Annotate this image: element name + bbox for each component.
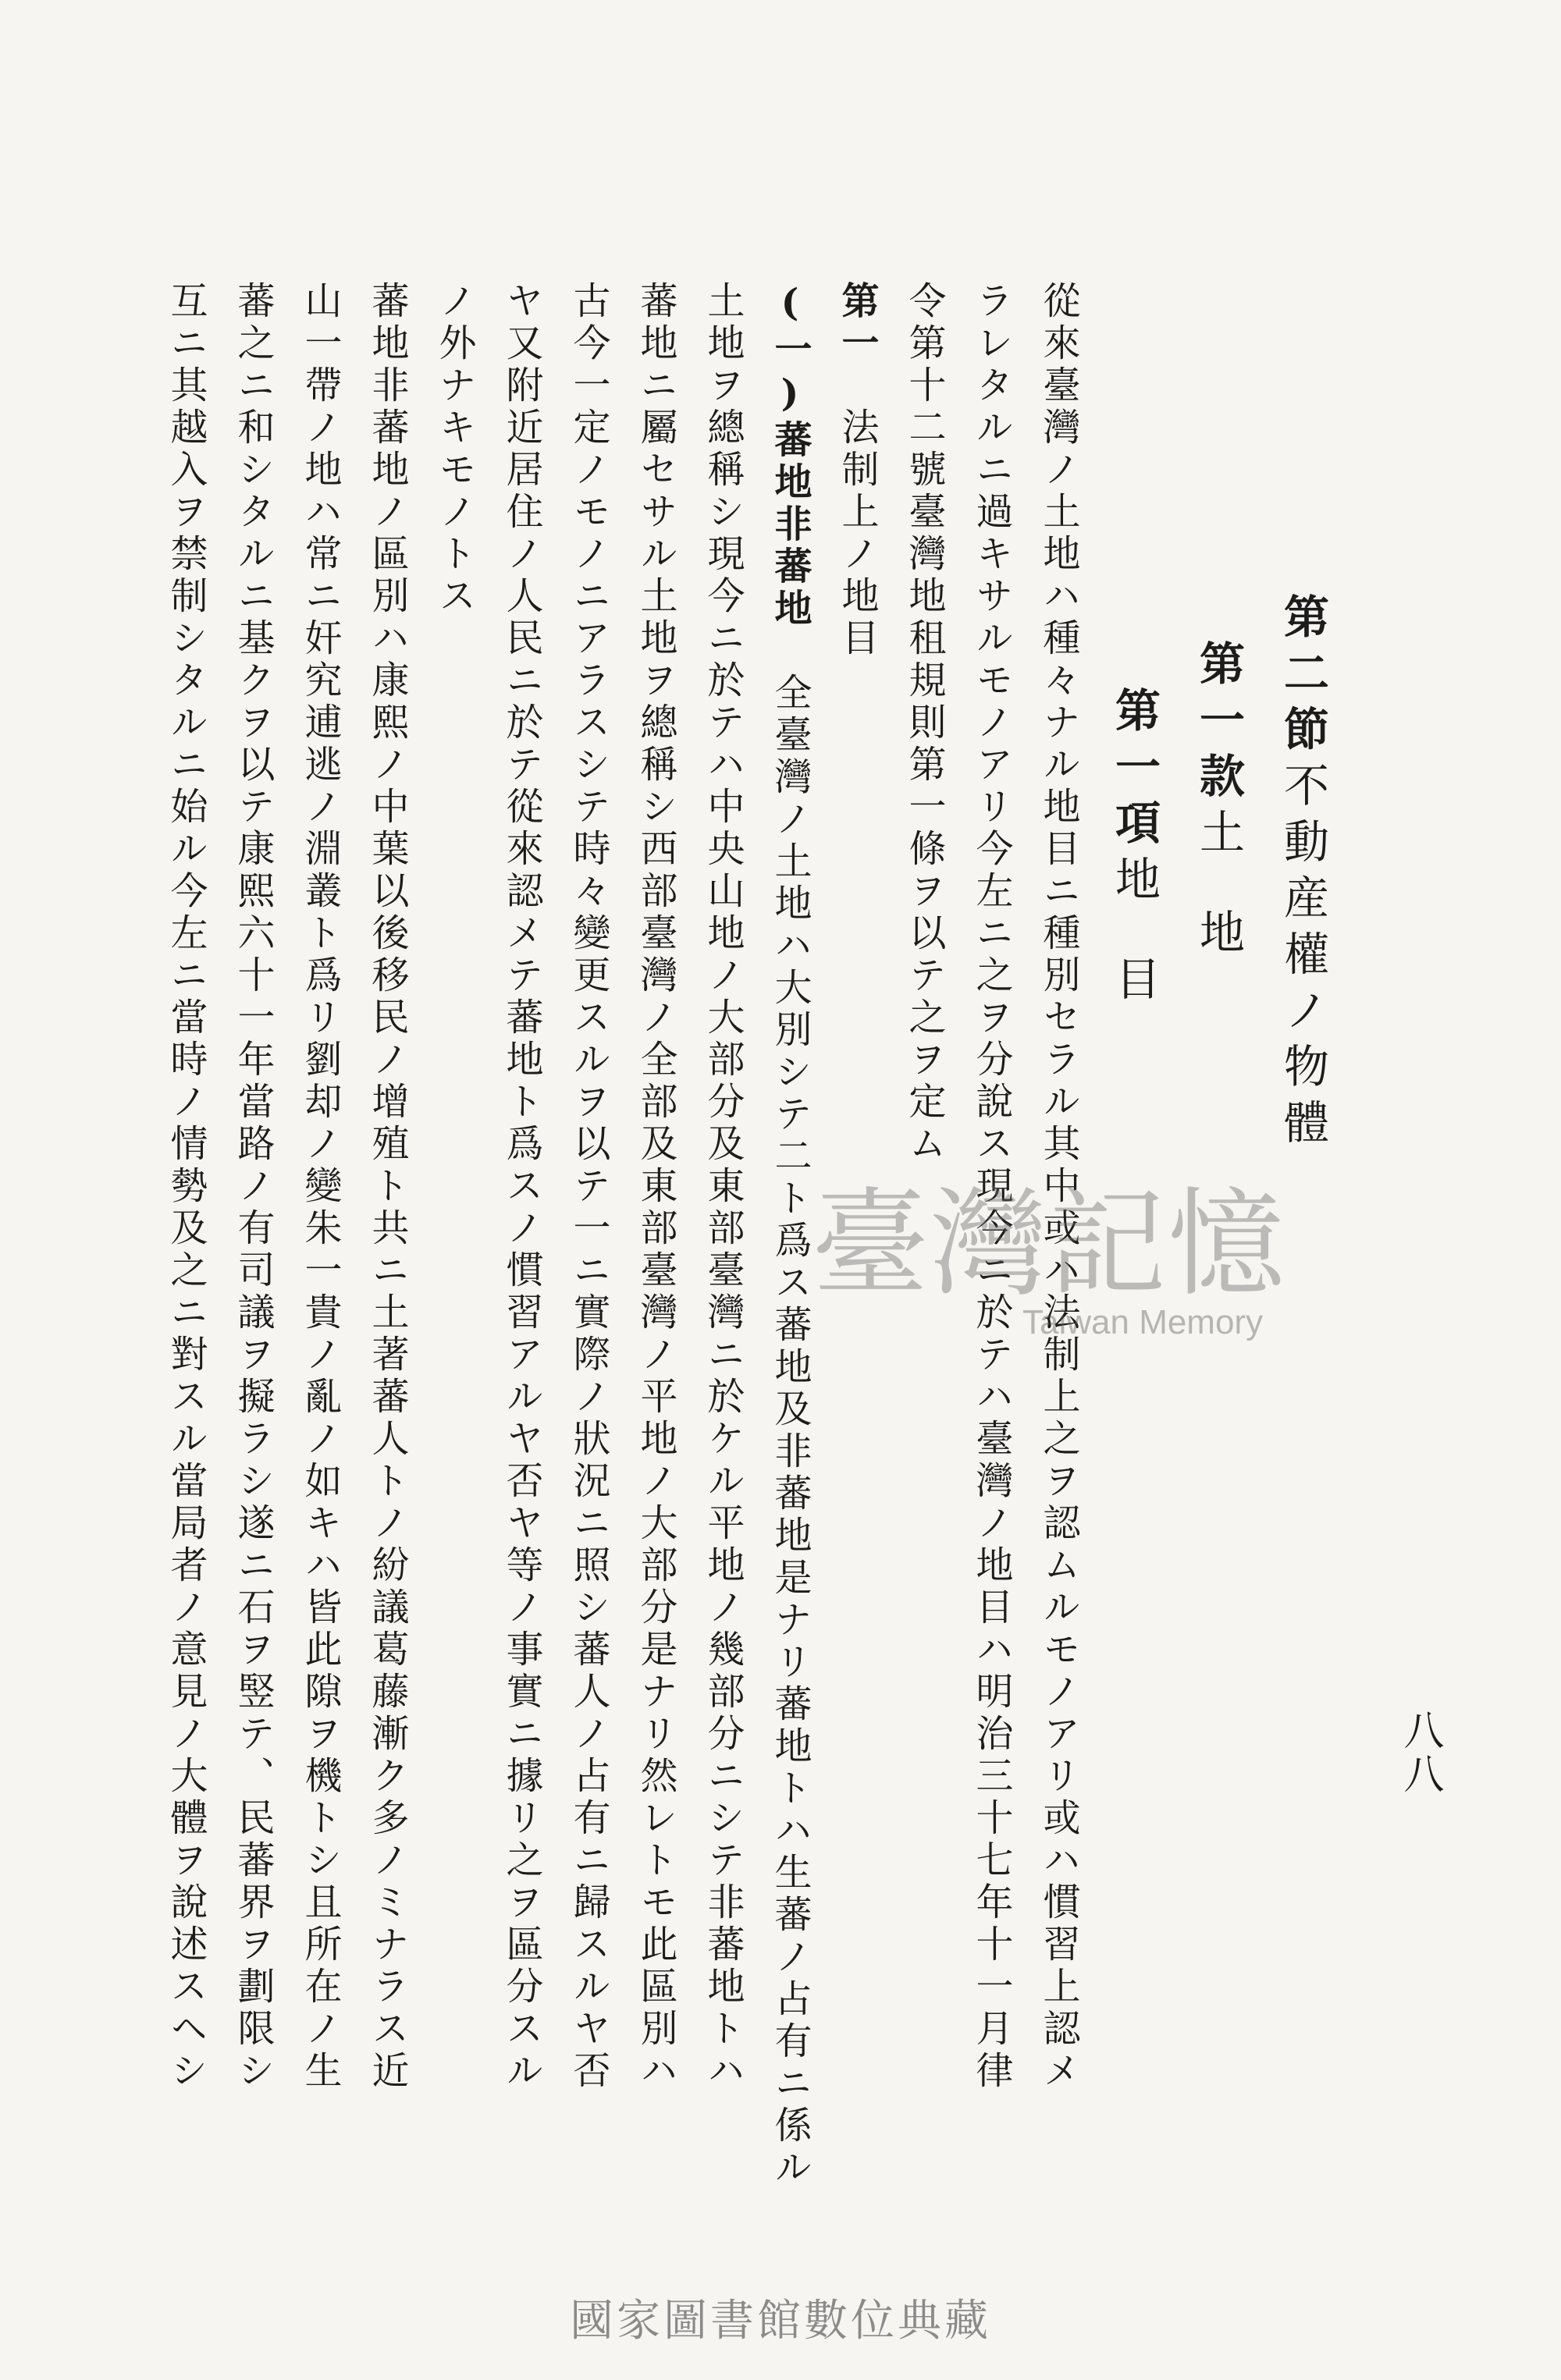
subheading-lead: 第一 bbox=[835, 281, 879, 365]
text-column-7: 蕃地ニ屬セサル土地ヲ總稱シ西部臺灣ノ全部及東部臺灣ノ平地ノ大部分是ナリ然レトモ此區別ハ bbox=[634, 281, 677, 2093]
text-column-9: ヤ又附近居住ノ人民ニ於テ從來認メテ蕃地ト爲スノ慣習アルヤ否ヤ等ノ事實ニ據リ之ヲ區分スル bbox=[500, 281, 543, 2093]
item-heading bbox=[1108, 687, 1161, 1055]
text-column-14: 互ニ其越入ヲ禁制シタルニ始ル今左ニ當時ノ情勢及之ニ對スル當局者ノ意見ノ大體ヲ說述スヘシ bbox=[164, 281, 208, 2093]
article-title: 土地 bbox=[1192, 808, 1245, 1008]
section-title: 不動産權ノ物體 bbox=[1276, 762, 1329, 1155]
text-column-6: 土地ヲ總稱シ現今ニ於テハ中央山地ノ大部分及東部臺灣ニ於ケル平地ノ幾部分ニシテ非蕃地トハ bbox=[701, 281, 745, 2093]
text-column-8: 古今一定ノモノニアラスシテ時々變更スルヲ以テ一ニ實際ノ狀況ニ照シ蕃人ノ占有ニ歸スルヤ否 bbox=[567, 281, 610, 2093]
text-column-13: 蕃之ニ和シタルニ基クヲ以テ康熙六十一年當路ノ有司議ヲ擬ラシ遂ニ石ヲ竪テ、民蕃界ヲ劃限シ bbox=[231, 281, 275, 2093]
article-heading bbox=[1192, 640, 1245, 1008]
watermark-chinese: 臺灣記憶 bbox=[812, 1177, 1287, 1313]
subheading-text: 全臺灣ノ土地ハ大別シテ二ト爲ス蕃地及非蕃地是ナリ蕃地トハ生蕃ノ占有ニ係ル bbox=[768, 631, 812, 2190]
text-column-10: ノ外ナキモノトス bbox=[432, 281, 476, 618]
section-heading bbox=[1276, 593, 1329, 1155]
article-label: 第一款 bbox=[1192, 640, 1245, 808]
page-number: 八八 bbox=[1396, 1709, 1443, 1796]
subheading-lead: (一)蕃地非蕃地 bbox=[768, 281, 812, 631]
footer-library-credit: 國家圖書館數位典藏 bbox=[570, 2296, 991, 2346]
text-column-4 bbox=[835, 281, 879, 660]
subheading-text: 法制上ノ地目 bbox=[835, 365, 879, 660]
watermark-english: Taiwan Memory bbox=[1022, 1303, 1264, 1341]
text-column-12: 山一帶ノ地ハ常ニ奸究逋逃ノ淵叢ト爲リ劉却ノ變朱一貴ノ亂ノ如キハ皆此隙ヲ機トシ且所在ノ生 bbox=[298, 281, 342, 2093]
text-column-3: 令第十二號臺灣地租規則第一條ヲ以テ之ヲ定ム bbox=[902, 281, 946, 1166]
section-label: 第二節 bbox=[1276, 593, 1329, 762]
text-column-5 bbox=[768, 281, 812, 2190]
text-column-2: ラレタルニ過キサルモノアリ今左ニ之ヲ分說ス現今ニ於テハ臺灣ノ地目ハ明治三十七年十一月律 bbox=[969, 281, 1013, 2093]
text-column-1: 從來臺灣ノ土地ハ種々ナル地目ニ種別セラル其中或ハ法制上之ヲ認ムルモノアリ或ハ慣習上認メ bbox=[1037, 281, 1080, 2093]
text-column-11: 蕃地非蕃地ノ區別ハ康熙ノ中葉以後移民ノ增殖ト共ニ土著蕃人トノ紛議葛藤漸ク多ノミナラス近 bbox=[365, 281, 409, 2093]
item-label: 第一項 bbox=[1108, 687, 1161, 855]
item-title: 地目 bbox=[1108, 855, 1161, 1055]
